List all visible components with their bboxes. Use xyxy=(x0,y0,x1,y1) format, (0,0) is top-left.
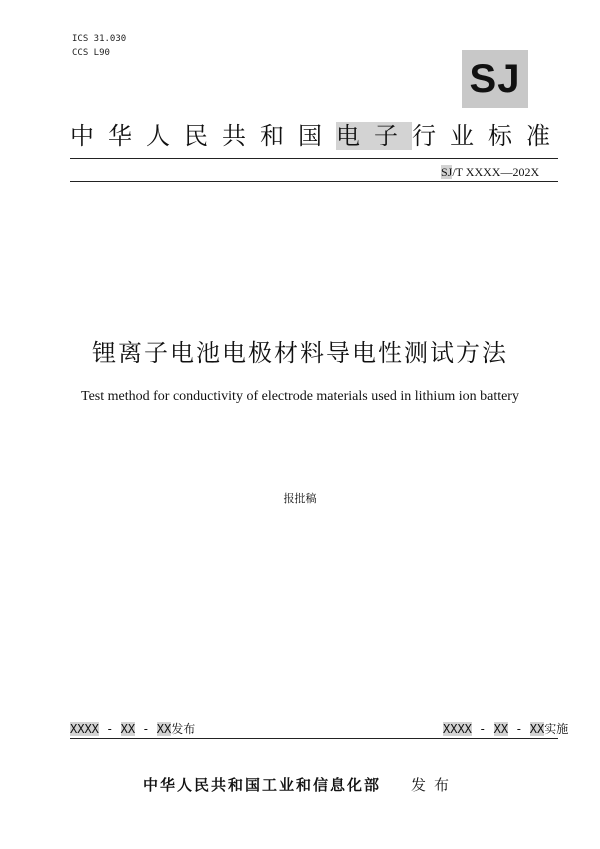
implement-sep-2: - xyxy=(508,722,530,736)
issuer-name: 中华人民共和国工业和信息化部 xyxy=(142,776,381,794)
implement-sep-1: - xyxy=(471,722,494,736)
standard-number xyxy=(441,165,539,180)
implement-day: XX xyxy=(529,722,545,736)
publish-day: XX xyxy=(156,722,172,736)
publish-month: XX xyxy=(120,722,136,736)
ccs-code: CCS L90 xyxy=(72,48,110,58)
header-divider-top xyxy=(70,158,558,159)
logo-text: SJ xyxy=(469,56,521,101)
publish-label: 发布 xyxy=(171,722,196,736)
publish-sep-2: - xyxy=(135,722,157,736)
title-rest: 行业标准 xyxy=(412,122,564,150)
publish-sep-1: - xyxy=(98,722,121,736)
draft-status: 报批稿 xyxy=(283,492,317,505)
title-plain: 中华人民共和国 xyxy=(70,122,336,150)
issuing-authority xyxy=(0,774,600,795)
standard-category-title xyxy=(70,116,564,151)
document-title-cn: 锂离子电池电极材料导电性测试方法 xyxy=(92,339,508,367)
footer-divider xyxy=(70,738,558,739)
ics-code: ICS 31.030 xyxy=(72,34,127,44)
implement-date xyxy=(443,720,568,737)
header-divider-bottom xyxy=(70,181,558,182)
classification-codes xyxy=(72,32,126,60)
publish-year: XXXX xyxy=(70,722,99,736)
title-highlight: 电子 xyxy=(336,122,412,150)
sj-logo xyxy=(462,50,528,108)
standard-number-rest: /T XXXX—202X xyxy=(452,165,540,179)
standard-number-prefix: SJ xyxy=(441,165,453,179)
document-title-en: Test method for conductivity of electrode materials used in lithium ion battery xyxy=(81,389,519,404)
implement-month: XX xyxy=(493,722,509,736)
issuer-action: 发布 xyxy=(411,776,458,794)
implement-label: 实施 xyxy=(544,722,569,736)
implement-year: XXXX xyxy=(443,722,472,736)
publish-date xyxy=(70,720,195,737)
